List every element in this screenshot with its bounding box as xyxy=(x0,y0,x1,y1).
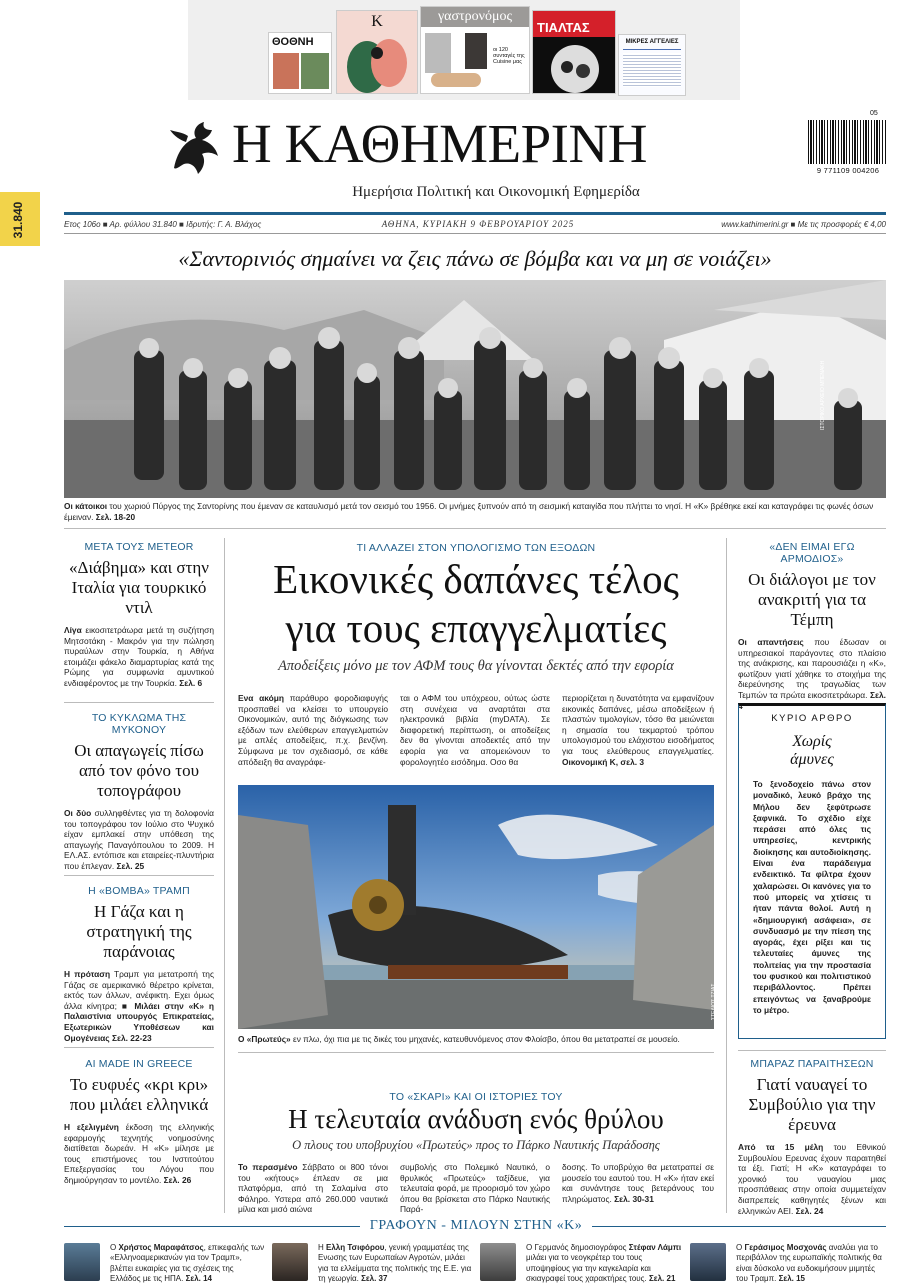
masthead-rule xyxy=(64,212,886,215)
contributor-3-ref[interactable]: Σελ. 21 xyxy=(649,1273,676,1283)
left-story-2-title: Οι απαγωγείς πίσω από τον φόνο του τοπογράφου xyxy=(74,741,204,800)
contributor-1-avatar xyxy=(64,1243,100,1281)
contributors-header: ΓΡΑΦΟΥΝ - ΜΙΛΟΥΝ ΣΤΗΝ «Κ» xyxy=(369,1218,583,1233)
left-story-2[interactable] xyxy=(64,712,214,872)
second-story-ref[interactable]: Σελ. 30-31 xyxy=(614,1193,654,1204)
contributor-4[interactable] xyxy=(690,1243,890,1283)
right-story-2-ref[interactable]: Σελ. 24 xyxy=(795,1205,824,1216)
masthead-info-divider xyxy=(64,233,886,234)
contributor-3[interactable] xyxy=(480,1243,680,1283)
contributor-1-prefix: Ο xyxy=(110,1243,119,1252)
santorini-photo[interactable] xyxy=(64,280,886,498)
main-story-col-3-text: περιορίζεται η δυνατότητα να εμφανίζουν εικονικές δαπάνες, μέσω αποδείξεων ή πλαστών τιμολογίων, τόσο θα μειώνεται η σημασία του τεκμαρτού τρόπου υπολογισμού του ελάχιστου εισοδήματος για τους ελεύθερους επαγγελματίες. xyxy=(562,693,714,756)
contributor-4-name: Γεράσιμος Μοσχονάς xyxy=(744,1243,827,1252)
contributor-4-text xyxy=(736,1243,886,1284)
promo-mikres-title: ΜΙΚΡΕΣ ΑΓΓΕΛΙΕΣ xyxy=(625,39,679,45)
right-story-2[interactable] xyxy=(738,1058,886,1216)
griffin-logo-icon xyxy=(166,118,224,178)
barcode-top-digits: 05 xyxy=(870,110,878,117)
masthead-info-left: Ετος 106ο ■ Αρ. φύλλου 31.840 ■ Ιδρυτής: Γ. Α. Βλάχος xyxy=(64,220,262,229)
main-story-col-2: ται ο ΑΦΜ του υπόχρεου, ούτως ώστε στη συνέχεια να αναρτάται στα ηλεκτρονικά βιβλία (myDATA). Σε διαφορετική περίπτωση, οι αποδείξεις δεν θα γίνονται αποδεκτές από την εφορία για να απομειώνουν το φορολογητέο εισόδημα. Οσο θα xyxy=(400,693,550,767)
right-story-2-lead: Από τα 15 μέλη xyxy=(738,1142,824,1152)
editorial-body: Το ξενοδοχείο πάνω στον μοναδικό, λευκό βράχο της Μήλου δεν ξεφύτρωσε ξαφνικά. Το σχέδιο είχε περάσει από όλες τις υπηρεσίες, κεντρικής διοίκησης και αυτοδιοίκησης. Είναι ένα παράδειγμα ενδεικτικό. Τα φίλτρα έχουν χαλαρώσει. Οι κανόνες για το πού μπορείς να χτίσεις τι ήταν πάντα θολοί. Αυτή η «δημιουργική ασάφεια», σε συνδυασμό με την πίεση της αγοράς, έχει ρίξει και τις τελευταίες άμυνες της πολιτείας για την προστασία του φυσικού και πολιτιστικού περιβάλλοντος. Πρέπει επειγόντως να ξαναβρούμε το μέτρο. xyxy=(753,779,871,1015)
right-story-1[interactable] xyxy=(738,541,886,711)
second-story-standfirst: Ο πλους του υποβρυχίου «Πρωτεύς» προς το Πάρκο Ναυτικής Παράδοσης xyxy=(292,1138,660,1152)
main-story-kicker: ΤΙ ΑΛΛΑΖΕΙ ΣΤΟΝ ΥΠΟΛΟΓΙΣΜΟ ΤΩΝ ΕΞΟΔΩΝ xyxy=(356,542,596,554)
issue-number-label: 31.840 xyxy=(11,201,25,239)
left-story-3-body xyxy=(64,969,214,1043)
left-column-divider xyxy=(224,538,225,1213)
left-story-1-lead: Λίγα xyxy=(64,625,82,635)
contributor-1-ref[interactable]: Σελ. 14 xyxy=(185,1273,212,1283)
left-story-1-text: εικοσιτετράωρα μετά τη συζήτηση Μητσοτάκη - Μακρόν για την πώληση πυραύλων στην Τουρκία, η Αθήνα ετοιμάζει φάκελο διαμαρτυρίας κατά της Ρώμης για συμφωνία αμυντικού ενδιαφέροντος με την Τουρκία. xyxy=(64,625,214,688)
right-column-divider xyxy=(726,538,727,1213)
right-story-1-ref[interactable]: Σελ. 4 xyxy=(738,689,886,711)
left-story-3-lead: Η πρόταση xyxy=(64,969,111,979)
contributor-3-prefix: Ο Γερμανός δημοσιογράφος xyxy=(526,1243,629,1252)
contributor-2-desc: , γενική γραμματέας της Ενωσης των Ευρωπαίων Αγροτών, μιλάει για τα ελλείμματα της πολιτικής της Ε.Ε. για τη γεωργία. xyxy=(318,1243,472,1283)
barcode xyxy=(808,120,886,164)
left-story-4-body xyxy=(64,1122,214,1186)
promo-tialtas[interactable] xyxy=(532,10,616,94)
main-story-headline-1[interactable]: Εικονικές δαπάνες τέλος xyxy=(273,556,679,602)
submarine-caption-lead: Ο «Πρωτεύς» xyxy=(238,1034,291,1044)
left-divider-2 xyxy=(64,875,214,876)
submarine-caption xyxy=(238,1034,714,1045)
right-story-2-title: Γιατί ναυαγεί το Συμβούλιο για την έρευνα xyxy=(748,1075,876,1134)
promo-tialtas-title: ΤΙΑΛΤΑΣ xyxy=(537,20,590,35)
promo-k-letter: K xyxy=(371,13,383,30)
editorial-title-1: Χωρίς xyxy=(792,733,832,750)
second-story-headline[interactable]: Η τελευταία ανάδυση ενός θρύλου xyxy=(288,1104,664,1134)
left-story-2-text: συλληφθέντες για τη δολοφονία του τοπογράφου τον Ιούλιο στο Ψυχικό είχαν εμπλακεί στην υπόθεση της απαγωγής Παναγόπουλου το 2009. Η ΕΛ.ΑΣ. εντόπισε και εταιρείες-πλυντήρια που έπλεγαν. xyxy=(64,808,214,871)
santorini-caption-lead: Οι κάτοικοι xyxy=(64,501,108,511)
left-story-2-lead: Οι δύο xyxy=(64,808,92,818)
left-story-2-ref[interactable]: Σελ. 25 xyxy=(116,860,145,871)
right-story-2-kicker: ΜΠΑΡΑΖ ΠΑΡΑΙΤΗΣΕΩΝ xyxy=(750,1058,874,1070)
right-story-1-lead: Οι απαντήσεις xyxy=(738,637,804,647)
second-story-kicker: ΤΟ «ΣΚΑΡΙ» ΚΑΙ ΟΙ ΙΣΤΟΡΙΕΣ ΤΟΥ xyxy=(389,1091,563,1103)
left-story-3-text: Τραμπ για μετατροπή της Γάζας σε αμερικανικό θέρετρο κρίνεται, εκτός των άλλων, ανέφικτη. Εχει όμως άλλα κίνητρα; xyxy=(64,969,214,1011)
promo-othoni[interactable] xyxy=(268,32,332,94)
left-story-1-ref[interactable]: Σελ. 6 xyxy=(179,677,203,688)
second-story-col-3-text: δοσης. Το υποβρύχιο θα μετατραπεί σε μουσείο του εαυτού του. Η «Κ» ήταν εκεί και συνάντησε τους βετεράνους του πληρώματος. xyxy=(562,1162,714,1204)
right-story-2-body xyxy=(738,1142,886,1216)
left-story-4-kicker: AI MADE IN GREECE xyxy=(85,1058,193,1070)
second-story-col-2: συμβολής στο Πολεμικό Ναυτικό, ο θρυλικός «Πρωτεύς» ταξίδευε, για τελευταία φορά, με προορισμό τον χώρο όπου θα βρίσκεται στο Πάρκο Ναυτικής Παρά- xyxy=(400,1162,550,1215)
contributor-2-avatar xyxy=(272,1243,308,1281)
contributor-2-prefix: Η xyxy=(318,1243,326,1252)
right-divider-1 xyxy=(738,1050,886,1051)
masthead-title: Η ΚΑΘΗΜΕΡΙΝΗ xyxy=(232,113,647,174)
main-story-lead: Ενα ακόμη xyxy=(238,693,285,703)
submarine-photo-credit: ΣΤΕΛΙΟΣ ΤΖΙΑΣ xyxy=(711,983,717,1020)
submarine-caption-text: εν πλω, όχι πια με τις δικές του μηχανές, κατευθυνόμενος στον Φλοίσβο, όπου θα μετατραπεί σε μουσείο. xyxy=(290,1034,680,1044)
contributor-3-name: Στέφαν Λάμπι xyxy=(628,1243,682,1252)
contributor-4-ref[interactable]: Σελ. 15 xyxy=(778,1273,805,1283)
masthead-info-right: www.kathimerini.gr ■ Με τις προσφορές € 4,00 xyxy=(721,220,886,229)
left-story-4-text: έκδοση της ελληνικής εφαρμογής τεχνητής νοημοσύνης διατίθεται δωρεάν. Η «Κ» μίλησε με τους επιστήμονες του Ινστιτούτου Επεξεργασίας του Λόγου που δημιούργησαν το μοντέλο. xyxy=(64,1122,214,1185)
main-story-ref[interactable]: Οικονομική Κ, σελ. 3 xyxy=(562,756,645,767)
left-story-4-lead: Η εξελιγμένη xyxy=(64,1122,119,1132)
editorial-label: ΚΥΡΙΟ ΑΡΘΡΟ xyxy=(771,713,853,724)
barcode-digits: 9 771109 004206 xyxy=(816,166,880,175)
left-story-3-title: Η Γάζα και η στρατηγική της παράνοιας xyxy=(86,902,192,961)
right-story-1-kicker: «ΔΕΝ ΕΙΜΑΙ ΕΓΩ ΑΡΜΟΔΙΟΣ» xyxy=(769,541,855,565)
promo-k-illustration xyxy=(337,33,418,94)
top-story-quote[interactable]: «Σαντορινιός σημαίνει να ζεις πάνω σε βόμβα και να μη σε νοιάζει» xyxy=(178,246,772,271)
second-story-col-3 xyxy=(562,1162,714,1204)
promo-gastronomos[interactable] xyxy=(420,6,530,94)
contributor-1-desc: , επικεφαλής των «Ελληνοαμερικανών για τον Τραμπ», βλέπει ευκαιρίες για τις σχέσεις της Ελλάδος με τις ΗΠΑ. xyxy=(110,1243,265,1283)
main-story-headline-2[interactable]: για τους επαγγελματίες xyxy=(285,605,667,651)
main-story-col-1 xyxy=(238,693,388,767)
contributor-4-desc: αναλύει για το περιβάλλον της ευρωπαϊκής πολιτικής θα είναι δύσκολο να ευδοκιμήσουν μιμητές του Τραμπ. xyxy=(736,1243,882,1283)
right-story-1-text: που έδωσαν οι υπηρεσιακοί παράγοντες στο πλαίσιο της ανάκρισης, και παρουσιάζει η «Κ», φωτίζουν γιατί χάθηκε το στοιχήμα της διερεύνησης της τραγωδίας των Τεμπών τα πρώτα εικοσιτετράωρα. xyxy=(738,637,887,700)
section-divider-1 xyxy=(64,528,886,529)
promo-gastronomos-sub: οι 120 συνταγές της Cuisine μας xyxy=(493,47,525,65)
left-story-4-ref[interactable]: Σελ. 26 xyxy=(163,1174,192,1185)
contributor-2-name: Ελλη Τσιφόρου xyxy=(326,1243,385,1252)
masthead-date: ΑΘΗΝΑ, ΚΥΡΙΑΚΗ 9 ΦΕΒΡΟΥΑΡΙΟΥ 2025 xyxy=(381,219,575,229)
left-story-2-kicker: ΤΟ ΚΥΚΛΩΜΑ ΤΗΣ ΜΥΚΟΝΟΥ xyxy=(91,712,187,736)
contributors-rule-left xyxy=(64,1226,360,1227)
contributor-3-avatar xyxy=(480,1243,516,1281)
second-story-lead: Το περασμένο xyxy=(238,1162,298,1172)
promo-k-magazine[interactable] xyxy=(336,10,418,94)
editorial-box[interactable] xyxy=(738,703,886,1039)
promo-gastronomos-title: γαστρονόμος xyxy=(421,7,529,27)
promo-tialtas-image xyxy=(533,37,616,94)
left-story-1-kicker: ΜΕΤΑ ΤΟΥΣ METEOR xyxy=(84,541,194,553)
second-story-col-1-text: Σάββατο οι 800 τόνοι του «κήτους» έπλεαν σε μια πλατφόρμα, από τη Σαλαμίνα στο Φάληρο. Υστερα από 260.000 ναυτικά μίλια και μισό αιώνα xyxy=(238,1162,388,1215)
submarine-photo[interactable] xyxy=(238,785,714,1029)
second-story-col-1 xyxy=(238,1162,388,1215)
left-story-2-body xyxy=(64,808,214,872)
left-story-1-title: «Διάβημα» και στην Ιταλία για τουρκικό ντιλ xyxy=(69,558,209,617)
editorial-title-2: άμυνες xyxy=(790,751,834,768)
contributor-3-text xyxy=(526,1243,682,1284)
contributor-3-desc: μιλάει για το νεογκρέτερ του τους υποψηφίους για την καγκελαρία και σκιαγραφεί τους χαρακτήρες τους. xyxy=(526,1253,651,1283)
contributor-4-avatar xyxy=(690,1243,726,1281)
left-story-1[interactable] xyxy=(64,541,214,689)
contributor-1-text xyxy=(110,1243,266,1284)
left-story-4-title: Το ευφυές «κρι κρι» που μιλάει ελληνικά xyxy=(69,1075,209,1114)
right-story-1-body xyxy=(738,637,886,711)
main-story-standfirst: Αποδείξεις μόνο με τον ΑΦΜ τους θα γίνονται δεκτές από την εφορία xyxy=(278,658,674,674)
contributor-4-prefix: Ο xyxy=(736,1243,745,1252)
contributor-1-name: Χρήστος Μαραφάτσος xyxy=(118,1243,204,1252)
left-story-3-ref[interactable]: ■ Μιλάει στην «Κ» η Παλαιστίνια υπουργός Επικρατείας, Εξωτερικών Υποθέσεων και Ομογένειας Σελ. 22-23 xyxy=(64,1000,214,1043)
santorini-caption-ref[interactable]: Σελ. 18-20 xyxy=(95,512,136,522)
left-divider-1 xyxy=(64,702,214,703)
santorini-caption-text: του χωριού Πύργος της Σαντορίνης που έμεναν σε καταυλισμό μετά τον σεισμό του 1956. Οι μνήμες ξυπνούν από τη σεισμική καταιγίδα που πλήττει το νησί. Η «Κ» βρέθηκε εκεί και καταγράφει τις φωνές όσων έμειναν. xyxy=(64,501,874,522)
left-story-3[interactable] xyxy=(64,885,214,1043)
right-story-1-title: Οι διάλογοι με τον ανακριτή για τα Τέμπη xyxy=(748,570,876,629)
left-divider-3 xyxy=(64,1047,214,1048)
promo-othoni-title: ΘΟΘΝΗ xyxy=(272,36,314,48)
santorini-photo-credit: ΙΣΤΟΡΙΚΟ ΑΡΧΕΙΟ ΜΠΕΝΑΚΗ xyxy=(820,360,826,430)
santorini-caption xyxy=(64,501,886,523)
main-story-col-1-text: παράθυρο φοροδιαφυγής προσπαθεί να κλείσει το υπουργείο Οικονομικών, αυτό της διόγκωσης των εξόδων των ελεύθερων επαγγελματιών με απλές αποδείξεις, π.χ. βενζίνη. Σύμφωνα με τον σχεδιασμό, σε κάθε απόδειξη θα αναγράφε- xyxy=(238,693,388,767)
contributor-2-ref[interactable]: Σελ. 37 xyxy=(361,1273,388,1283)
left-story-3-kicker: Η «ΒΟΜΒΑ» ΤΡΑΜΠ xyxy=(88,885,190,897)
contributor-1[interactable] xyxy=(64,1243,264,1283)
promo-mikres-aggelies[interactable] xyxy=(618,34,686,96)
main-story-col-3 xyxy=(562,693,714,767)
right-story-2-text: του Εθνικού Συμβουλίου Ερευνας έχουν παραιτηθεί τα έξι. Γιατί; Η «Κ» καταγράφει το χρονικό του ναυαγίου μιας προσπάθειας στην οποία συμμετείχαν διαπρεπείς καθηγητές ξένων και ελληνικών ΑΕΙ. xyxy=(738,1142,886,1216)
left-story-4[interactable] xyxy=(64,1058,214,1186)
main-divider xyxy=(238,1052,714,1053)
contributor-2-text xyxy=(318,1243,474,1284)
left-story-1-body xyxy=(64,625,214,689)
contributor-2[interactable] xyxy=(272,1243,472,1283)
contributors-rule-right xyxy=(592,1226,886,1227)
masthead-subtitle: Ημερήσια Πολιτική και Οικονομική Εφημερίδα xyxy=(352,184,640,200)
